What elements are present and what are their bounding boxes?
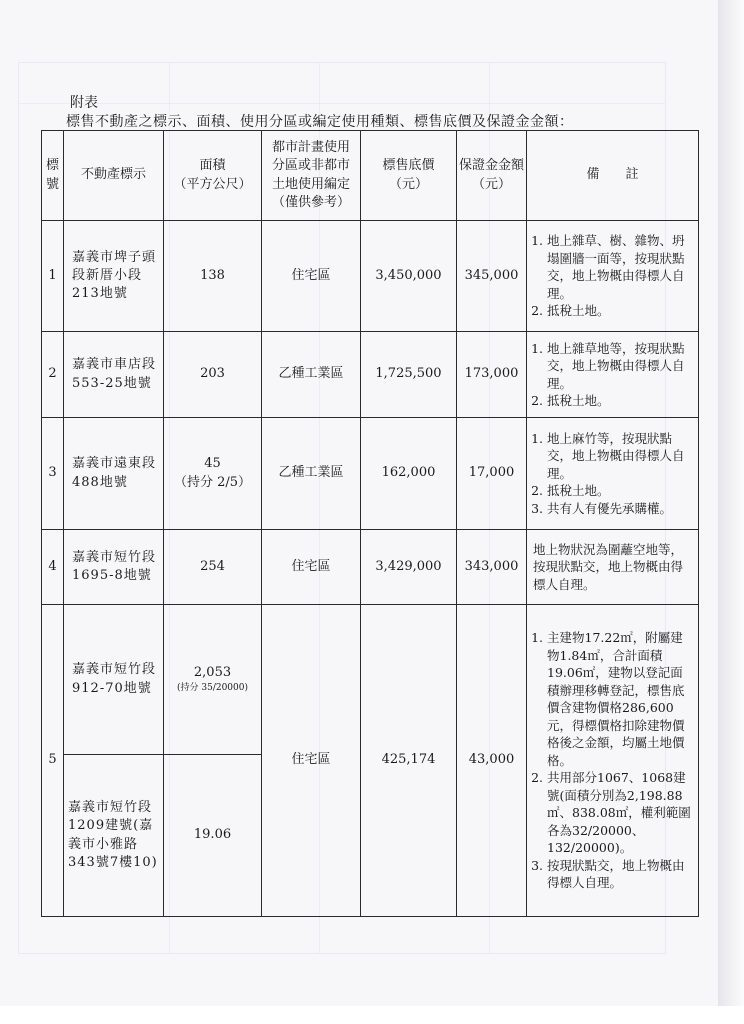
- row-area: [164, 605, 262, 755]
- location-line: 嘉義市短竹段: [68, 800, 153, 816]
- remark-item: 2. 抵稅土地。: [547, 392, 694, 410]
- header-no-line2: 號: [45, 176, 59, 192]
- remark-item: 1. 地上麻竹等，按現狀點交，地上物概由得標人自理。: [547, 430, 694, 483]
- location-line: 1209建號(嘉: [68, 818, 154, 834]
- header-area: [164, 131, 262, 221]
- row-deposit: 343,000: [457, 530, 527, 605]
- row-location: [64, 221, 164, 332]
- location-line: 嘉義市遠東段: [72, 456, 157, 472]
- row-remarks: [527, 605, 699, 917]
- table-heading: 標售不動產之標示、面積、使用分區或編定使用種類、標售底價及保證金金額：: [66, 114, 574, 130]
- header-price: [361, 131, 457, 221]
- header-zoning-line2: 分區或非都市: [271, 158, 350, 174]
- scan-edge: [718, 0, 744, 1024]
- row-no: 2: [42, 332, 64, 418]
- row-deposit: 43,000: [457, 605, 527, 917]
- row-zoning: 住宅區: [262, 605, 361, 917]
- location-line: 912-70地號: [72, 680, 152, 696]
- row-price: 162,000: [361, 418, 457, 530]
- row-no: 3: [42, 418, 64, 530]
- header-row: [42, 131, 699, 221]
- row-price: 1,725,500: [361, 332, 457, 418]
- row-deposit: 173,000: [457, 332, 527, 418]
- header-area-line2: （平方公尺）: [173, 176, 252, 192]
- row-remarks: [527, 418, 699, 530]
- location-line: 488地號: [72, 474, 128, 490]
- header-zoning-line4: （僅供參考）: [271, 194, 350, 210]
- location-line: 嘉義市短竹段: [72, 549, 157, 565]
- row-area: 138: [164, 221, 262, 332]
- location-line: 1695-8地號: [72, 568, 152, 583]
- row-zoning: 乙種工業區: [262, 418, 361, 530]
- remark-item: 1. 主建物17.22㎡，附屬建物1.84㎡，合計面積19.06㎡，建物以登記面積辦理移轉登記，標售底價含建物價格286,600元，得標價格扣除建物價格後之金額，均屬土地價格。: [547, 629, 694, 769]
- row-zoning: 住宅區: [262, 530, 361, 605]
- header-zoning-line3: 土地使用編定: [271, 176, 350, 192]
- row-zoning: 乙種工業區: [262, 332, 361, 418]
- remark-item: 1. 地上雜草地等，按現狀點交，地上物概由得標人自理。: [547, 340, 694, 393]
- row-zoning: 住宅區: [262, 221, 361, 332]
- location-line: 嘉義市短竹段: [72, 662, 157, 678]
- scan-bottom-edge: [0, 1006, 744, 1024]
- location-line: 嘉義市車店段: [72, 357, 157, 373]
- remark-item: 2. 抵稅土地。: [547, 482, 694, 500]
- row-price: 425,174: [361, 605, 457, 917]
- header-no-line1: 標: [45, 158, 59, 174]
- remark-item: 1. 地上雜草、樹、雜物、坍塌圍牆一面等，按現狀點交，地上物概由得標人自理。: [547, 232, 694, 302]
- row-price: 3,450,000: [361, 221, 457, 332]
- row-no: 4: [42, 530, 64, 605]
- row-deposit: 17,000: [457, 418, 527, 530]
- header-deposit-line2: （元）: [471, 176, 511, 192]
- table-row: [42, 530, 699, 605]
- location-line: 553-25地號: [72, 375, 152, 391]
- row-area: 203: [164, 332, 262, 418]
- location-line: 213地號: [72, 286, 128, 302]
- area-share: （持分 2/5）: [173, 474, 252, 490]
- table-row: [42, 605, 699, 755]
- header-price-line1: 標售底價: [382, 158, 435, 174]
- header-deposit: [457, 131, 527, 221]
- header-location: 不動產標示: [64, 131, 164, 221]
- remark-item: 2. 共用部分1067、1068建號(面積分別為2,198.88㎡、838.08㎡，權利範圍各為32/20000、132/20000)。: [547, 769, 694, 857]
- header-remark: 備 註: [527, 131, 699, 221]
- area-share: (持分 35/20000): [177, 683, 248, 694]
- area-value: 45: [204, 456, 221, 472]
- row-area: 19.06: [164, 755, 262, 917]
- header-no: [42, 131, 64, 221]
- row-area: 254: [164, 530, 262, 605]
- remark-item: 3. 按現狀點交，地上物概由得標人自理。: [547, 857, 694, 892]
- location-line: 343號7樓10): [68, 854, 158, 870]
- row-location: [64, 605, 164, 755]
- location-line: 段新厝小段: [72, 267, 143, 283]
- row-no: 5: [42, 605, 64, 917]
- row-location: [64, 418, 164, 530]
- row-remarks: [527, 332, 699, 418]
- header-deposit-line1: 保證金金額: [458, 158, 524, 174]
- row-no: 1: [42, 221, 64, 332]
- remark-item: 3. 共有人有優先承購權。: [547, 500, 694, 518]
- row-remarks: 地上物狀況為圍蘺空地等，按現狀點交，地上物概由得標人自理。: [527, 530, 699, 605]
- header-zoning: [262, 131, 361, 221]
- table-row: [42, 332, 699, 418]
- area-value: 2,053: [193, 665, 232, 681]
- row-location: [64, 332, 164, 418]
- row-deposit: 345,000: [457, 221, 527, 332]
- remark-item: 2. 抵稅土地。: [547, 302, 694, 320]
- header-area-line1: 面積: [199, 158, 226, 174]
- header-zoning-line1: 都市計畫使用: [271, 140, 350, 156]
- row-remarks: [527, 221, 699, 332]
- header-price-line2: （元）: [388, 176, 428, 192]
- table-row: [42, 221, 699, 332]
- row-location: [64, 530, 164, 605]
- location-line: 義市小雅路: [68, 836, 139, 852]
- table-row: [42, 418, 699, 530]
- row-area: [164, 418, 262, 530]
- row-price: 3,429,000: [361, 530, 457, 605]
- appendix-label: 附表: [70, 95, 98, 111]
- location-line: 嘉義市埤子頭: [72, 249, 157, 265]
- property-table: [41, 130, 699, 917]
- row-location: [64, 755, 164, 917]
